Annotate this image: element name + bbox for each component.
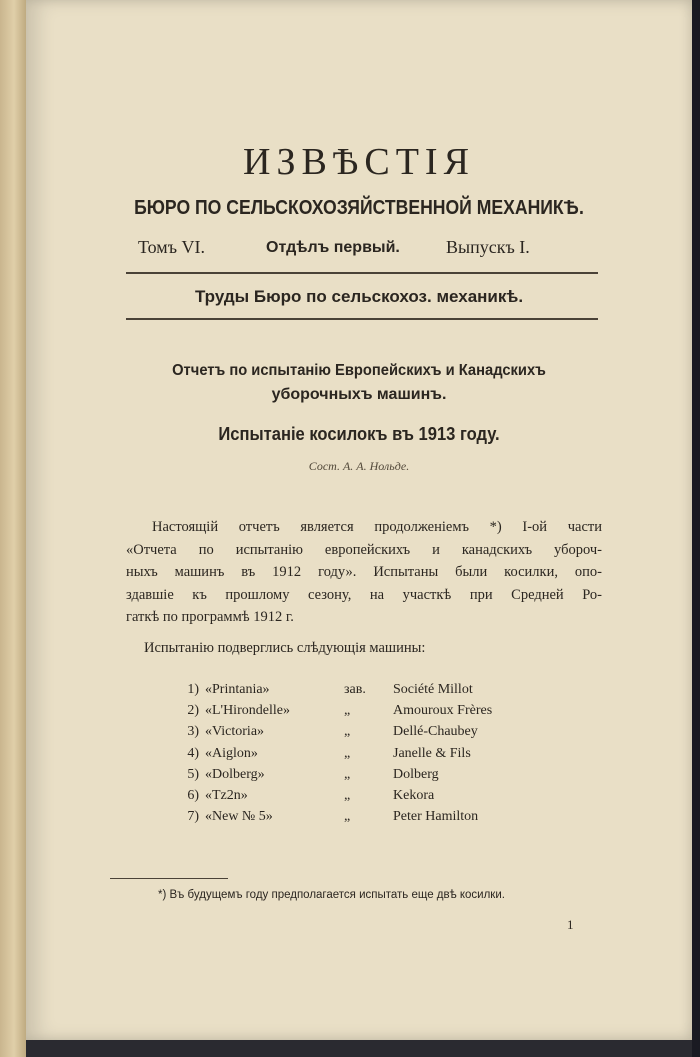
report-subtitle: Испытаніе косилокъ въ 1913 году. [218,424,500,444]
paragraph-line: здавшіе къ прошлому сезону, на участкѣ при Средней Ро- [126,586,602,603]
machine-name: «Aiglon» [205,745,258,761]
machines-intro: Испытанію подверглись слѣдующія машины: [144,640,426,656]
company-name: Janelle & Fils [393,745,471,761]
list-item [171,788,571,809]
list-item [171,682,571,703]
document-page [26,0,692,1040]
issue-label: Выпускъ I. [446,237,530,257]
item-number: 3) [187,724,199,740]
machine-name: «Dolberg» [205,766,265,782]
volume-label: Томъ VI. [138,237,205,257]
maker-label: „ [344,766,351,782]
body-paragraph [126,516,602,629]
report-title-line-2: уборочныхъ машинъ. [271,386,447,403]
page-bottom-shadow [26,1040,692,1057]
company-name: Dellé-Chaubey [393,724,478,740]
section-title: Труды Бюро по сельскохоз. механикѣ. [194,287,524,306]
machine-name: «Victoria» [205,724,265,740]
company-name: Amouroux Frères [393,703,493,719]
machine-name: «New № 5» [205,809,273,825]
report-author: Сост. А. А. Нольде. [308,459,410,473]
company-name: Kekora [393,787,435,803]
item-number: 6) [187,787,199,803]
journal-title: ИЗВѢСТІЯ [243,141,475,183]
paragraph-line: «Отчета по испытанію европейскихъ и канадскихъ убороч- [126,541,602,558]
company-name: Peter Hamilton [393,809,479,825]
maker-label: зав. [344,682,366,697]
item-number: 4) [187,745,199,761]
item-number: 5) [187,766,199,782]
paragraph-line: гаткѣ по программѣ 1912 г. [126,609,294,625]
paragraph-line: ныхъ машинъ въ 1912 году». Испытаны были косилки, опо- [126,564,602,580]
footnote-rule [110,878,228,879]
maker-label: „ [344,745,351,761]
machine-list [171,682,571,830]
maker-label: „ [344,809,351,825]
company-name: Dolberg [393,766,439,782]
item-number: 2) [187,703,199,719]
maker-label: „ [344,787,351,803]
list-item [171,809,571,830]
list-item [171,767,571,788]
list-item [171,746,571,767]
machine-name: «Tz2n» [205,787,248,803]
journal-subtitle: БЮРО ПО СЕЛЬСКОХОЗЯЙСТВЕННОЙ МЕХАНИКѢ. [134,197,584,219]
department-label: Отдѣлъ первый. [266,239,400,256]
page-number: 1 [567,917,574,932]
machine-name: «Printania» [205,682,270,697]
footnote: *) Въ будущемъ году предполагается испытать еще двѣ косилки. [158,889,505,901]
item-number: 7) [187,809,199,825]
maker-label: „ [344,724,351,740]
item-number: 1) [187,682,199,697]
maker-label: „ [344,703,351,719]
top-rule [126,272,598,274]
list-item [171,724,571,745]
list-item [171,703,571,724]
book-binding [0,0,28,1057]
paragraph-line: Настоящій отчетъ является продолженіемъ *) І-ой части [152,519,602,535]
report-title-line-1: Отчетъ по испытанію Европейскихъ и Канадскихъ [172,362,546,379]
machine-name: «L'Hirondelle» [205,703,290,719]
company-name: Société Millot [393,682,473,697]
bottom-rule [126,318,598,320]
